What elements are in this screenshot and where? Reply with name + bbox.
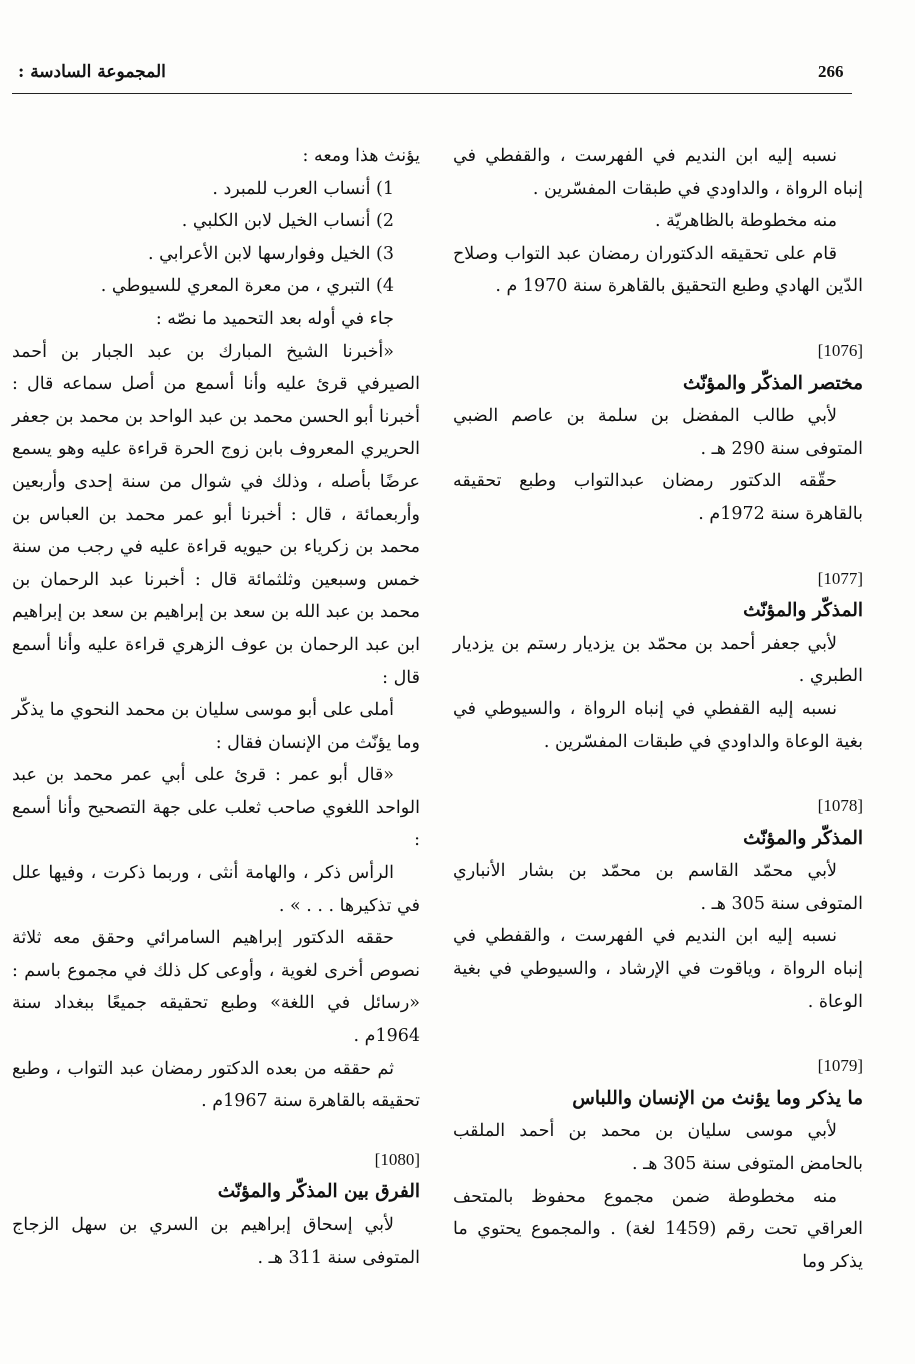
entry-number: [1080] bbox=[374, 1149, 420, 1169]
page-number: 266 bbox=[818, 62, 844, 81]
spacer bbox=[453, 303, 863, 327]
paragraph: نسبه إليه ابن النديم في الفهرست ، والقفطي في إنباه الرواة ، والداودي في طبقات المفسّرين . bbox=[453, 146, 863, 199]
paragraph: 1) أنساب العرب للمبرد . bbox=[212, 178, 394, 199]
paragraph: يؤنث هذا ومعه : bbox=[302, 146, 420, 166]
paragraph: «قال أبو عمر : قرئ على أبي عمر محمد بن عبد الواحد اللغوي صاحب ثعلب على جهة التصحيح وأنا أسمع : bbox=[12, 765, 420, 851]
paragraph: أملى على أبو موسى سليان بن محمد النحوي ما يذكّر وما يؤنّث من الإنسان فقال : bbox=[12, 700, 420, 753]
entry-title: المذكّر والمؤنّث bbox=[743, 600, 863, 622]
paragraph: نسبه إليه ابن النديم في الفهرست ، والقفطي في إنباه الرواة ، وياقوت في الإرشاد ، والسيوطي في بغية الوعاة . bbox=[453, 926, 863, 1012]
entry-title: مختصر المذكّر والمؤنّث bbox=[682, 372, 863, 394]
spacer bbox=[453, 1018, 863, 1042]
entry-title: ما يذكر وما يؤنث من الإنسان واللباس bbox=[572, 1087, 863, 1109]
paragraph: 4) التبري ، من معرة المعري للسيوطي . bbox=[100, 276, 394, 297]
left-column bbox=[12, 140, 420, 1274]
header-rule bbox=[12, 93, 852, 94]
paragraph: «أخبرنا الشيخ المبارك بن عبد الجبار بن أحمد الصيرفي قرئ عليه وأنا أسمع من أصل سماعه قال : أخبرنا أبو الحسن محمد بن عبد الواحد بن محمد بن جعفر الحريري المعروف بابن زوج الحرة قراءة عليه وهو يسمع عرضًا بأصله ، وذلك في شوال من سنة إحدى وأربعين وأربعمائة ، قال : أخبرنا أبو عمر محمد بن العباس بن محمد بن زكرياء بن حيويه قراءة عليه في رجب من سنة خمس وسبعين وثلثمائة قال : أخبرنا عبد الرحمان بن محمد بن عبد الله بن سعد بن إبراهيم بن سعد بن إبراهيم ابن عبد الرحمان بن عوف الزهري قراءة عليه وأنا أسمع قال : bbox=[12, 341, 420, 688]
page-header bbox=[0, 56, 915, 96]
entry-number: [1077] bbox=[817, 568, 863, 588]
paragraph: 2) أنساب الخيل لابن الكلبي . bbox=[181, 211, 394, 232]
paragraph: لأبي طالب المفضل بن سلمة بن عاصم الضبي المتوفى سنة 290 هـ . bbox=[453, 406, 863, 459]
paragraph: حققه الدكتور إبراهيم السامرائي وحقق معه ثلاثة نصوص أخرى لغوية ، وأوعى كل ذلك في مجموع باسم : «رسائل في اللغة» وطبع تحقيقه جميعًا ببغداد سنة 1964م . bbox=[12, 928, 420, 1047]
running-head: المجموعة السادسة : bbox=[18, 62, 166, 82]
entry-title: الفرق بين المذكّر والمؤنّث bbox=[217, 1181, 420, 1203]
paragraph: 3) الخيل وفوارسها لابن الأعرابي . bbox=[147, 243, 394, 264]
paragraph: ثم حققه من بعده الدكتور رمضان عبد التواب ، وطبع تحقيقه بالقاهرة سنة 1967م . bbox=[12, 1058, 420, 1112]
paragraph: لأبي إسحاق إبراهيم بن السري بن سهل الزجاج المتوفى سنة 311 هـ . bbox=[12, 1215, 420, 1268]
paragraph: لأبي محمّد القاسم بن محمّد بن بشار الأنباري المتوفى سنة 305 هـ . bbox=[453, 861, 863, 914]
paragraph: لأبي جعفر أحمد بن محمّد بن يزديار رستم بن يزديار الطبري . bbox=[453, 633, 863, 687]
paragraph: منه مخطوطة بالظاهريّة . bbox=[654, 211, 837, 232]
paragraph: نسبه إليه القفطي في إنباه الرواة ، والسيوطي في بغية الوعاة والداودي في طبقات المفسّرين . bbox=[453, 698, 863, 752]
spacer bbox=[12, 1118, 420, 1136]
entry-number: [1076] bbox=[817, 340, 863, 360]
right-column bbox=[453, 140, 863, 1278]
entry-number: [1078] bbox=[817, 796, 863, 816]
paragraph: الرأس ذكر ، والهامة أنثى ، وربما ذكرت ، وفيها علل في تذكيرها . . . » . bbox=[12, 863, 420, 916]
paragraph: قام على تحقيقه الدكتوران رمضان عبد التواب وصلاح الدّين الهادي وطبع التحقيق بالقاهرة سنة 1970 م . bbox=[453, 243, 863, 297]
spacer bbox=[453, 758, 863, 782]
paragraph: لأبي موسى سليان بن محمد بن أحمد الملقب بالحامض المتوفى سنة 305 هـ . bbox=[453, 1121, 863, 1175]
paragraph: جاء في أوله بعد التحميد ما نصّه : bbox=[155, 308, 394, 329]
paragraph: حقّقه الدكتور رمضان عبدالتواب وطبع تحقيقه بالقاهرة سنة 1972م . bbox=[453, 471, 863, 524]
entry-title: المذكّر والمؤنّث bbox=[743, 827, 863, 849]
spacer bbox=[453, 531, 863, 555]
entry-number: [1079] bbox=[817, 1056, 863, 1076]
paragraph: منه مخطوطة ضمن مجموع محفوظ بالمتحف العراقي تحت رقم (1459 لغة) . والمجموع يحتوي ما يذكر وما bbox=[453, 1186, 864, 1272]
